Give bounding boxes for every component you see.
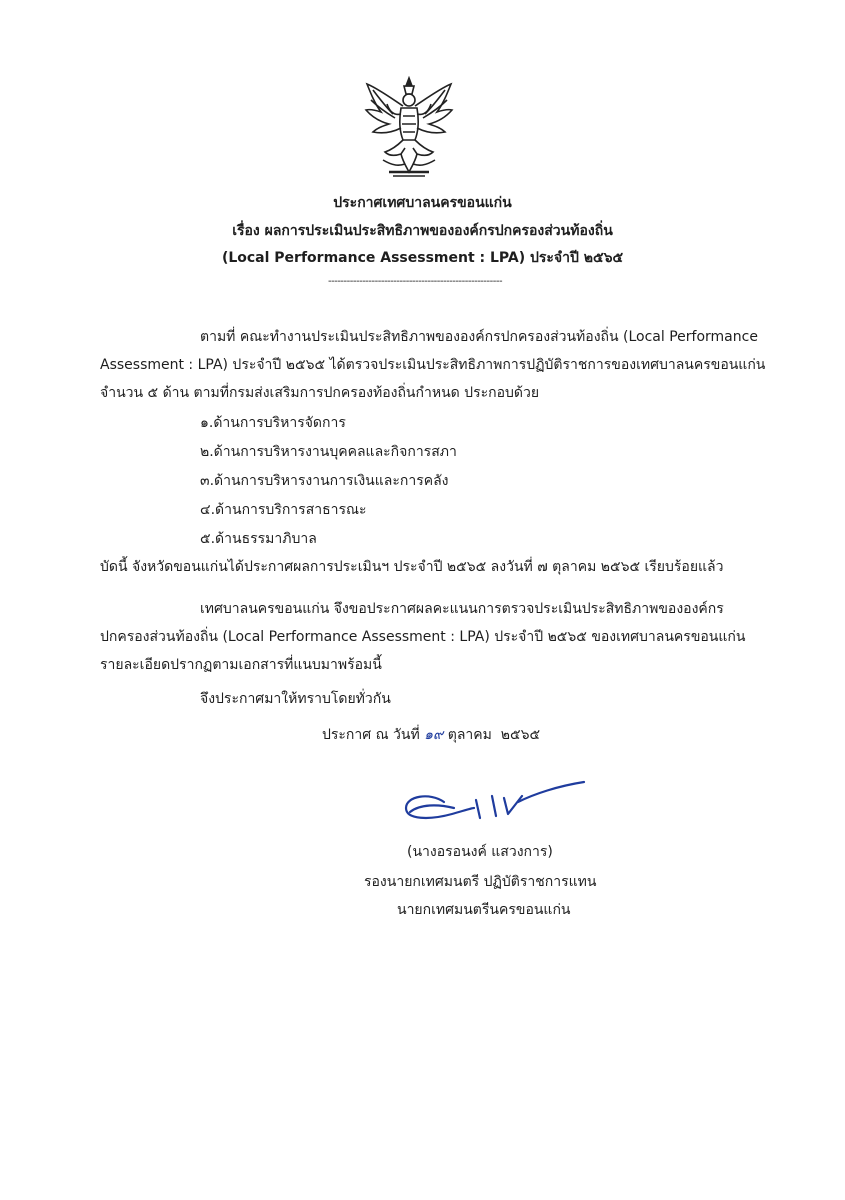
announcement-subject-english: (Local Performance Assessment : LPA) ประจำปี ๒๕๖๕ bbox=[221, 250, 624, 266]
list-item: ๕.ด้านธรรมาภิบาล bbox=[200, 531, 317, 547]
paragraph-3-line-1: เทศบาลนครขอนแก่น จึงขอประกาศผลคะแนนการตรวจประเมินประสิทธิภาพขององค์กร bbox=[200, 601, 724, 617]
paragraph-1-line-2: Assessment : LPA) ประจำปี ๒๕๖๕ ได้ตรวจประเมินประสิทธิภาพการปฏิบัติราชการของเทศบาลนครขอนแก่น bbox=[100, 357, 766, 373]
garuda-emblem-icon bbox=[363, 76, 455, 180]
paragraph-2: บัดนี้ จังหวัดขอนแก่นได้ประกาศผลการประเมินฯ ประจำปี ๒๕๖๕ ลงวันที่ ๗ ตุลาคม ๒๕๖๕ เรียบร้อยแล้ว bbox=[100, 559, 724, 575]
closing-statement: จึงประกาศมาให้ทราบโดยทั่วกัน bbox=[200, 691, 391, 707]
signer-position-mayor: นายกเทศมนตรีนครขอนแก่น bbox=[397, 902, 571, 918]
title-separator: -------------------------------------------------------- bbox=[328, 276, 503, 287]
announcement-date bbox=[322, 724, 540, 746]
paragraph-3-line-3: รายละเอียดปรากฏตามเอกสารที่แนบมาพร้อมนี้ bbox=[100, 657, 382, 673]
list-item: ๑.ด้านการบริหารจัดการ bbox=[200, 415, 346, 431]
paragraph-1-line-3: จำนวน ๕ ด้าน ตามที่กรมส่งเสริมการปกครองท้องถิ่นกำหนด ประกอบด้วย bbox=[100, 385, 540, 401]
date-month: ตุลาคม bbox=[447, 727, 492, 743]
list-item: ๒.ด้านการบริหารงานบุคคลและกิจการสภา bbox=[200, 444, 457, 460]
date-year: ๒๕๖๕ bbox=[500, 727, 541, 743]
list-item: ๔.ด้านการบริการสาธารณะ bbox=[200, 502, 367, 518]
announcement-subject: เรื่อง ผลการประเมินประสิทธิภาพขององค์กรปกครองส่วนท้องถิ่น bbox=[232, 223, 613, 239]
signer-name: (นางอรอนงค์ แสวงการ) bbox=[407, 844, 553, 860]
signer-position: รองนายกเทศมนตรี ปฏิบัติราชการแทน bbox=[364, 874, 597, 890]
date-day: ๑๙ bbox=[424, 727, 444, 743]
paragraph-1-line-1: ตามที่ คณะทำงานประเมินประสิทธิภาพขององค์กรปกครองส่วนท้องถิ่น (Local Performance bbox=[200, 329, 758, 345]
announcement-title: ประกาศเทศบาลนครขอนแก่น bbox=[333, 195, 512, 211]
date-prefix: ประกาศ ณ วันที่ bbox=[322, 727, 420, 743]
paragraph-3-line-2: ปกครองส่วนท้องถิ่น (Local Performance Assessment : LPA) ประจำปี ๒๕๖๕ ของเทศบาลนครขอนแก่น bbox=[100, 629, 746, 645]
list-item: ๓.ด้านการบริหารงานการเงินและการคลัง bbox=[200, 473, 449, 489]
handwritten-signature bbox=[400, 778, 590, 840]
